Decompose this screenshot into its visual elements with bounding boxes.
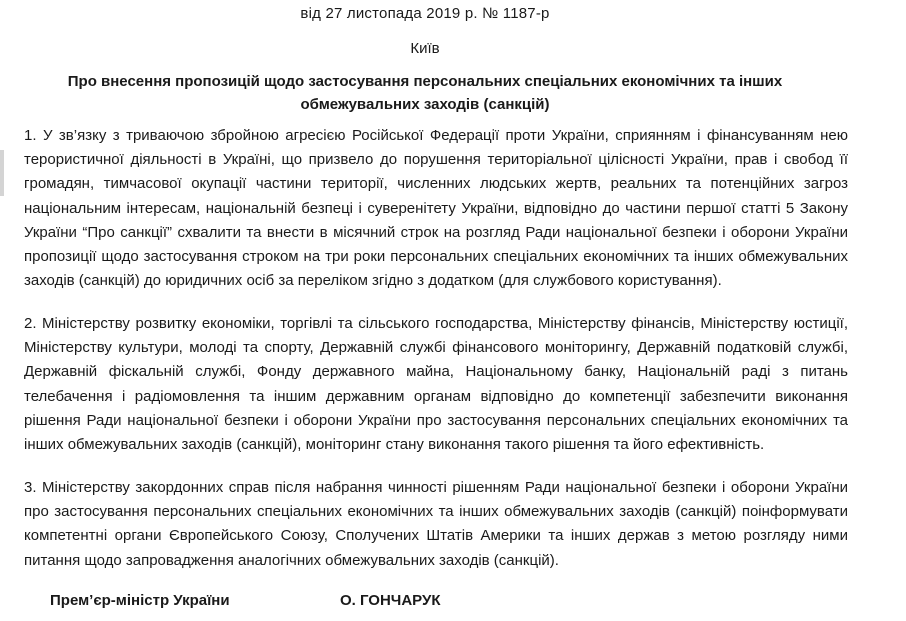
- document-title: Про внесення пропозицій щодо застосування персональних спеціальних економічних та інших обмежувальних заходів (санкцій): [67, 73, 783, 113]
- signature-name: О. ГОНЧАРУК: [340, 592, 441, 609]
- document-date-number: від 27 листопада 2019 р. № 1187-р: [300, 5, 550, 22]
- paragraph-1: 1. У зв’язку з триваючою збройною агресією Російської Федерації проти України, сприянням і фінансуванням нею терористичної діяльності в Україні, що призвело до порушення територіальної цілісності України, прав і свобод її громадян, тимчасової окупації частини території, численних людських жертв, реальних та потенційних загроз національним інтересам, національній безпеці і суверенітету України, відповідно до частини першої статті 5 Закону України “Про санкції” схвалити та внести в місячний строк на розгляд Ради національної безпеки і оборони України пропозиції щодо застосування строком на три роки персональних спеціальних економічних та інших обмежувальних заходів (санкцій) до юридичних осіб за переліком згідно з додатком (для службового користування).: [24, 127, 848, 290]
- signature-position: Прем’єр-міністр України: [50, 592, 230, 609]
- document-city: Київ: [410, 40, 440, 57]
- paragraph-2: 2. Міністерству розвитку економіки, торгівлі та сільського господарства, Міністерству фінансів, Міністерству юстиції, Міністерству культури, молоді та спорту, Державній службі фінансового моніторингу, Державній податковій службі, Державній фіскальній службі, Фонду державного майна, Національному банку, Національній раді з питань телебачення і радіомовлення та іншим державним органам відповідно до компетенції забезпечити виконання рішення Ради національної безпеки і оборони України про застосування персональних спеціальних економічних та інших обмежувальних заходів (санкцій), моніторинг стану виконання такого рішення та його ефективність.: [24, 315, 848, 454]
- scrollbar-marker: [0, 150, 4, 196]
- paragraph-3: 3. Міністерству закордонних справ після набрання чинності рішенням Ради національної безпеки і оборони України про застосування персональних спеціальних економічних та інших обмежувальних заходів (санкцій) поінформувати компетентні органи Європейського Союзу, Сполучених Штатів Америки та інших держав з метою розгляду ними питання щодо запровадження аналогічних обмежувальних заходів (санкцій).: [24, 479, 848, 569]
